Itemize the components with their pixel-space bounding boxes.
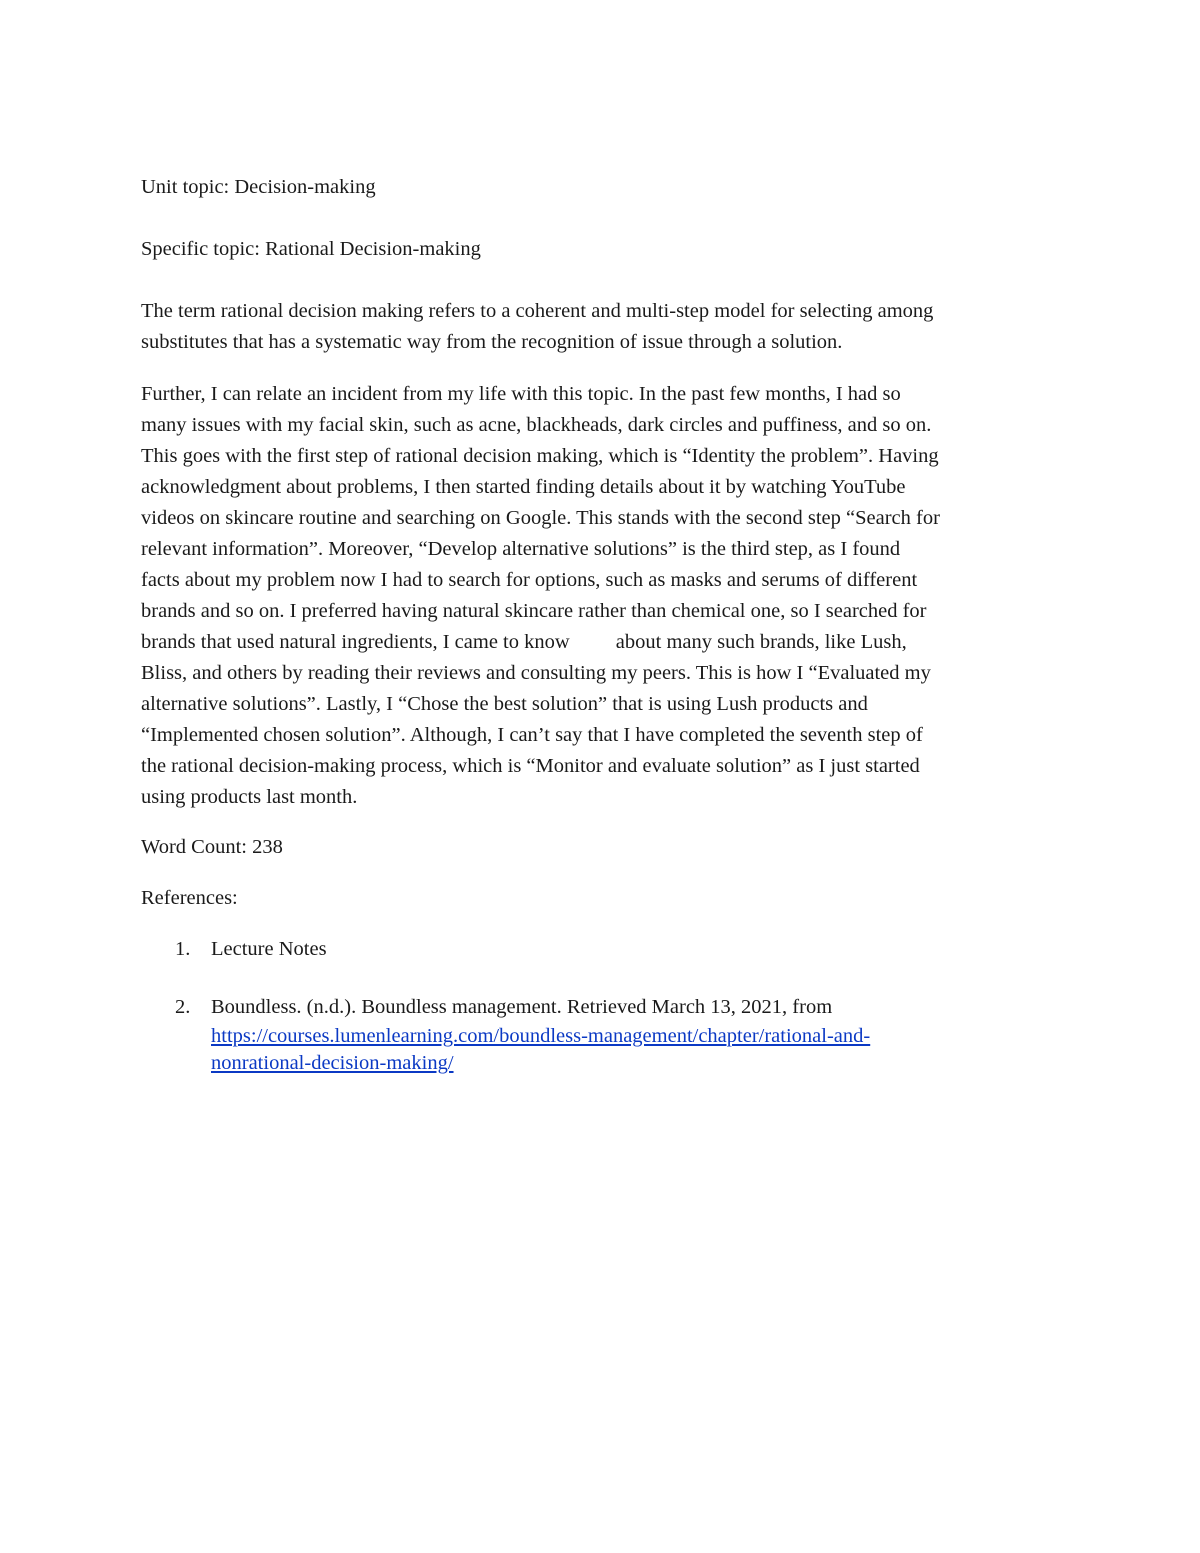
paragraph-line: Further, I can relate an incident from my life with this topic. In the past few months, I had so [141,383,901,405]
references-heading: References: [141,887,238,909]
reference-line: Boundless. (n.d.). Boundless management. Retrieved March 13, 2021, from [211,996,833,1018]
paragraph-line: The term rational decision making refers to a coherent and multi-step model for selecting among [141,300,934,322]
paragraph-line: facts about my problem now I had to search for options, such as masks and serums of different [141,569,918,591]
paragraph-line: brands that used natural ingredients, I came to know about many such brands, like Lush, [141,631,907,653]
reference-link[interactable]: https://courses.lumenlearning.com/boundless-management/chapter/rational-and- [211,1025,871,1047]
paragraph-line: relevant information”. Moreover, “Develop alternative solutions” is the third step, as I found [141,538,901,560]
paragraph-line: the rational decision-making process, which is “Monitor and evaluate solution” as I just started [141,755,920,777]
paragraph-line: This goes with the first step of rational decision making, which is “Identity the problem”. Having [141,445,939,467]
paragraph-line: acknowledgment about problems, I then started finding details about it by watching YouTube [141,476,906,498]
paragraph-line: alternative solutions”. Lastly, I “Chose the best solution” that is using Lush products and [141,693,868,715]
reference-link[interactable]: nonrational-decision-making/ [211,1052,454,1074]
paragraph-line: using products last month. [141,786,358,808]
definition-paragraph [141,296,1071,358]
specific-topic: Specific topic: Rational Decision-making [141,238,481,260]
reference-number: 2. [175,996,191,1018]
paragraph-line: “Implemented chosen solution”. Although, I can’t say that I have completed the seventh step of [141,724,923,746]
paragraph-line: substitutes that has a systematic way from the recognition of issue through a solution. [141,331,843,353]
paragraph-line: many issues with my facial skin, such as acne, blackheads, dark circles and puffiness, and so on. [141,414,932,436]
unit-topic: Unit topic: Decision-making [141,176,376,198]
paragraph-line: videos on skincare routine and searching on Google. This stands with the second step “Search for [141,507,940,529]
incident-paragraph [141,379,1071,813]
reference-line: Lecture Notes [211,938,327,960]
paragraph-line: Bliss, and others by reading their reviews and consulting my peers. This is how I “Evaluated my [141,662,931,684]
reference-text [211,992,1071,1077]
paragraph-line: brands and so on. I preferred having natural skincare rather than chemical one, so I searched for [141,600,927,622]
word-count: Word Count: 238 [141,836,283,858]
reference-text [211,934,1071,965]
reference-number: 1. [175,938,191,960]
